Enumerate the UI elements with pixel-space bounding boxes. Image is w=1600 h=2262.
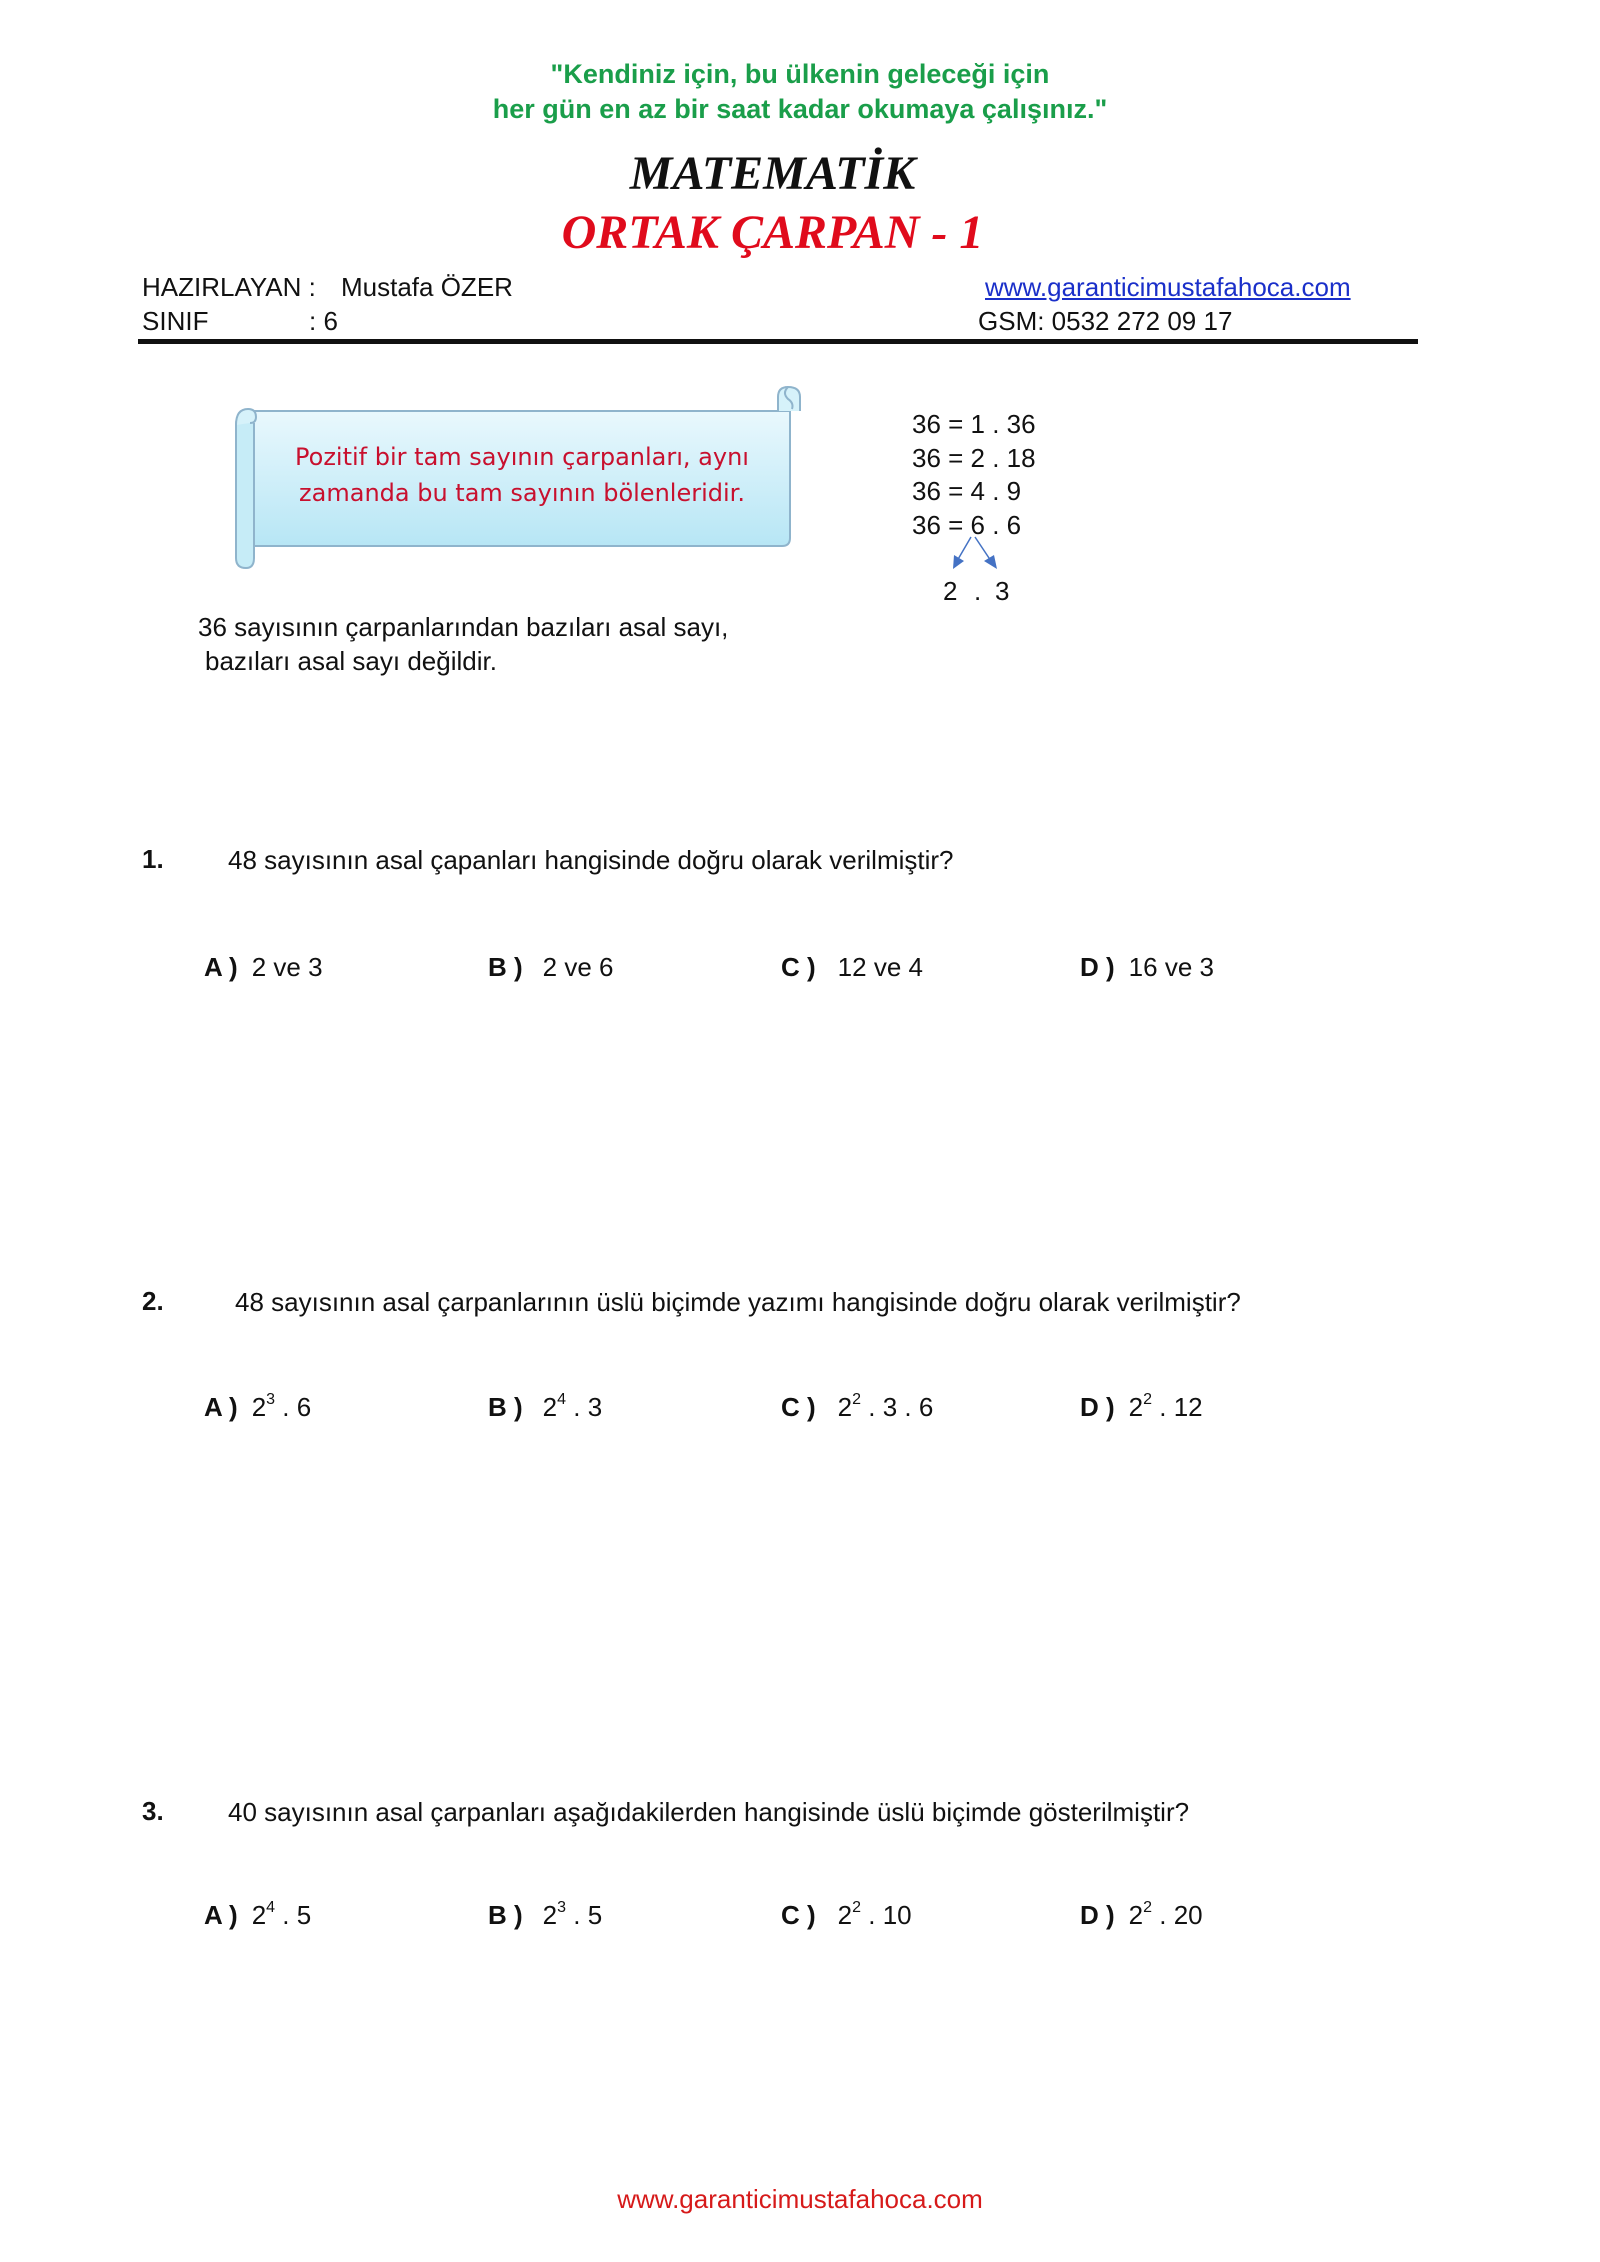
motto-line-1: "Kendiniz için, bu ülkenin geleceği için: [550, 59, 1050, 89]
info-box-line-2: zamanda bu tam sayının bölenleridir.: [299, 479, 745, 507]
question-number: 2.: [142, 1286, 164, 1316]
factor-line: 36 = 4 . 9: [912, 476, 1022, 506]
prepared-label: HAZIRLAYAN :: [142, 272, 316, 302]
question-number: 1.: [142, 844, 164, 874]
option-c[interactable]: C ) $2^2$ . 3 . 6: [781, 1391, 934, 1422]
note-line-1: 36 sayısının çarpanlarından bazıları asal sayı,: [198, 612, 729, 642]
prepared-value: Mustafa ÖZER: [341, 272, 513, 302]
question-text: 48 sayısının asal çapanları hangisinde doğru olarak verilmiştir?: [228, 845, 954, 875]
option-d[interactable]: D ) 16 ve 3: [1080, 952, 1214, 982]
factor-line: 36 = 6 . 6: [912, 510, 1022, 540]
motto-line-2: her gün en az bir saat kadar okumaya çalışınız.": [492, 94, 1108, 124]
class-value: : 6: [309, 306, 338, 336]
tree-factor-separator: .: [974, 576, 982, 606]
option-d[interactable]: D ) $2^2$ . 20: [1080, 1899, 1203, 1930]
question-text: 48 sayısının asal çarpanlarının üslü biçimde yazımı hangisinde doğru olarak verilmiştir?: [235, 1287, 1241, 1317]
factor-line: 36 = 1 . 36: [912, 409, 1036, 439]
option-b[interactable]: B ) 2 ve 6: [488, 952, 614, 982]
factor-tree-arrows: [940, 535, 1020, 575]
option-a[interactable]: A ) $2^3$ . 6: [204, 1391, 312, 1422]
question-number: 3.: [142, 1796, 164, 1826]
option-c[interactable]: C ) 12 ve 4: [781, 952, 923, 982]
option-c[interactable]: C ) $2^2$ . 10: [781, 1899, 912, 1930]
option-a[interactable]: A ) 2 ve 3: [204, 952, 323, 982]
option-d[interactable]: D ) $2^2$ . 12: [1080, 1391, 1203, 1422]
tree-factor-right: 3: [995, 576, 1010, 606]
factor-line: 36 = 2 . 18: [912, 443, 1036, 473]
question-text: 40 sayısının asal çarpanları aşağıdakilerden hangisinde üslü biçimde gösterilmiştir?: [228, 1797, 1190, 1827]
class-label: SINIF: [142, 306, 209, 336]
info-box-line-1: Pozitif bir tam sayının çarpanları, aynı: [295, 443, 749, 471]
header-divider: [138, 339, 1418, 344]
footer-website[interactable]: www.garanticimustafahoca.com: [617, 2184, 983, 2214]
tree-factor-left: 2: [943, 576, 958, 606]
option-b[interactable]: B ) $2^3$ . 5: [488, 1899, 603, 1930]
subject-title: MATEMATİK: [629, 147, 916, 200]
option-a[interactable]: A ) $2^4$ . 5: [204, 1899, 312, 1930]
option-b[interactable]: B ) $2^4$ . 3: [488, 1391, 603, 1422]
note-line-2: bazıları asal sayı değildir.: [205, 646, 497, 676]
topic-title: ORTAK ÇARPAN - 1: [561, 206, 984, 259]
gsm-number: GSM: 0532 272 09 17: [978, 306, 1233, 336]
website-link[interactable]: www.garanticimustafahoca.com: [985, 272, 1351, 302]
